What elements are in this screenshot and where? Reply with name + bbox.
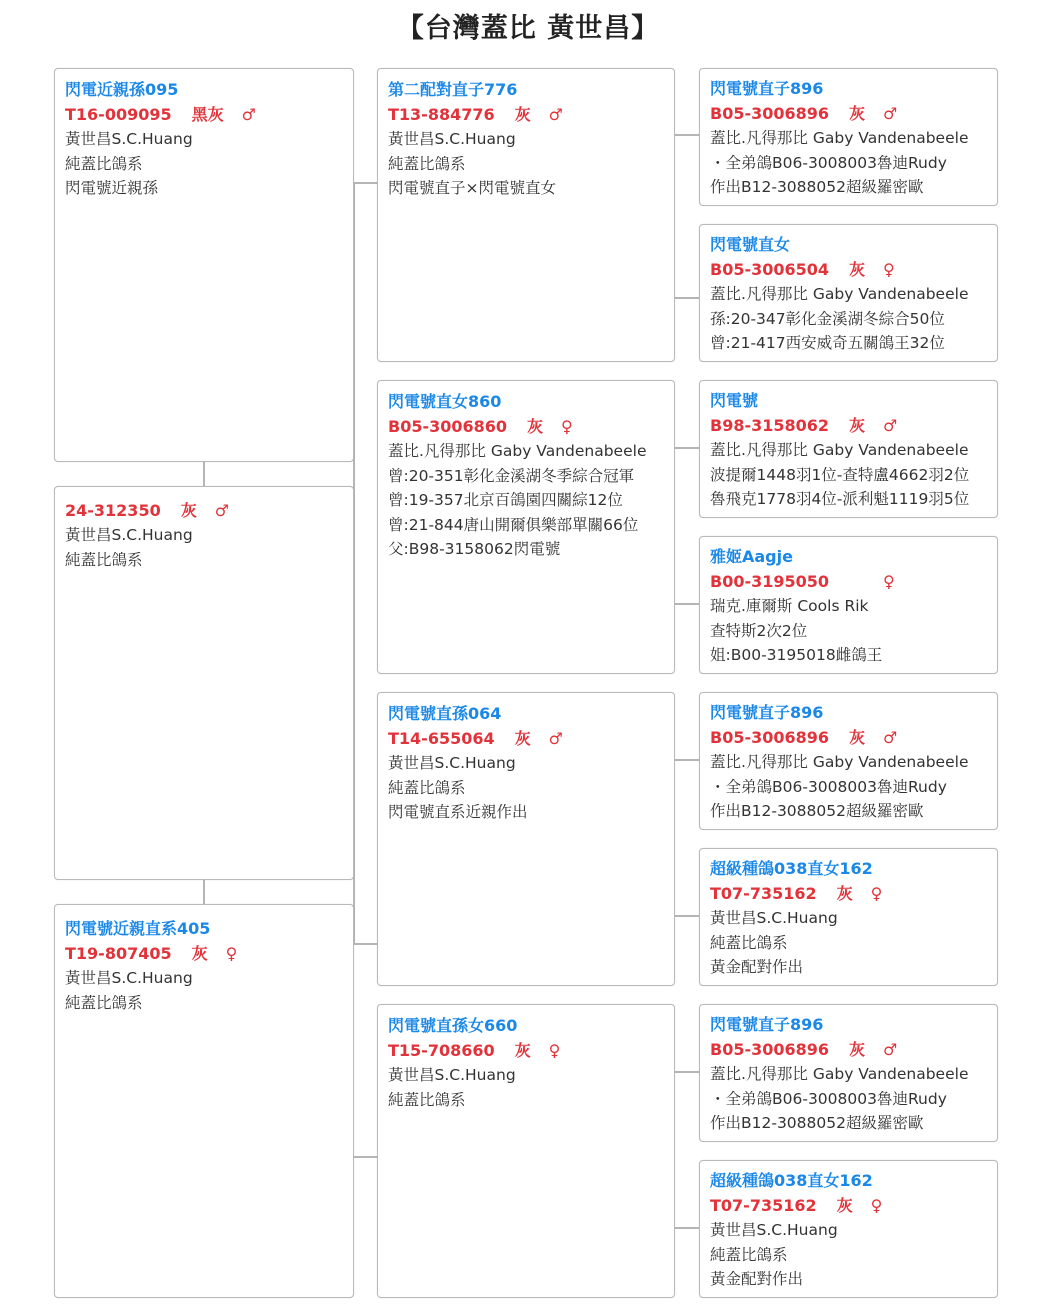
pigeon-name: 閃電近親孫095	[65, 80, 179, 99]
sex-symbol: ♂	[883, 416, 898, 435]
pedigree-card-gen2[interactable]	[377, 380, 675, 674]
feather-color: 灰	[191, 944, 208, 963]
info-line: 黃金配對作出	[710, 958, 804, 976]
pigeon-name: 閃電號直子896	[710, 79, 824, 98]
info-line: 波提爾1448羽1位-查特盧4662羽2位	[710, 465, 970, 484]
sex-symbol: ♂	[214, 501, 230, 520]
info-line: 作出B12-3088052超級羅密歐	[710, 1114, 924, 1132]
sex-symbol: ♂	[883, 1040, 898, 1059]
sex-symbol: ♂	[548, 729, 563, 748]
info-line: 瑞克.庫爾斯 Cools Rik	[710, 597, 869, 615]
info-line: 純蓋比鴿系	[65, 993, 143, 1012]
ring-number: T19-807405	[65, 944, 172, 963]
pedigree-card-gen3[interactable]	[699, 224, 998, 362]
connector-line	[353, 943, 377, 945]
ring-row	[388, 1038, 674, 1063]
info-line: 純蓋比鴿系	[388, 778, 466, 797]
info-line: 蓋比.凡得那比 Gaby Vandenabeele	[710, 1065, 969, 1083]
info-line: 魯飛克1778羽4位-派利魁1119羽5位	[710, 490, 970, 508]
ring-number: T13-884776	[388, 105, 495, 124]
ring-number: T07-735162	[710, 1196, 817, 1215]
info-line: 黃金配對作出	[710, 1270, 804, 1288]
info-line: 孫:20-347彰化金溪湖冬綜合50位	[710, 309, 945, 328]
info-line: 純蓋比鴿系	[710, 1245, 788, 1264]
pigeon-name: 閃電號直孫女660	[388, 1016, 518, 1035]
info-line: 姐:B00-3195018雌鴿王	[710, 646, 883, 664]
ring-row	[388, 102, 674, 127]
ring-number: B05-3006504	[710, 260, 830, 279]
pigeon-name: 閃電號	[710, 391, 759, 410]
pedigree-card-gen3[interactable]	[699, 536, 998, 674]
info-line: 黃世昌S.C.Huang	[710, 1221, 838, 1239]
feather-color: 灰	[849, 260, 866, 279]
info-line: 作出B12-3088052超級羅密歐	[710, 178, 924, 196]
ring-number: T07-735162	[710, 884, 817, 903]
ring-row	[710, 725, 997, 750]
ring-row	[65, 102, 353, 127]
info-line: 黃世昌S.C.Huang	[710, 909, 838, 927]
pedigree-card-sire[interactable]	[54, 68, 354, 462]
feather-color: 黑灰	[191, 105, 224, 124]
info-line: 蓋比.凡得那比 Gaby Vandenabeele	[710, 285, 969, 303]
ring-number: T15-708660	[388, 1041, 495, 1060]
pedigree-card-gen3[interactable]	[699, 1004, 998, 1142]
pigeon-name: 閃電號直子896	[710, 703, 824, 722]
info-line: 曾:20-351彰化金溪湖冬季綜合冠軍	[388, 466, 635, 485]
ring-row	[710, 1193, 997, 1218]
ring-row	[710, 257, 997, 282]
info-line: ・全弟鴿B06-3008003魯迪Rudy	[710, 153, 947, 172]
ring-row	[710, 101, 997, 126]
info-line: 曾:21-844唐山開爾俱樂部單關66位	[388, 515, 639, 534]
feather-color: 灰	[514, 105, 531, 124]
connector-line	[203, 460, 205, 487]
pigeon-name: 閃電號直女860	[388, 392, 502, 411]
pigeon-name: 超級種鴿038直女162	[710, 859, 873, 878]
pedigree-card-gen2[interactable]	[377, 1004, 675, 1298]
feather-color: 灰	[849, 1040, 866, 1059]
ring-row	[65, 498, 353, 523]
info-line: 純蓋比鴿系	[65, 550, 143, 569]
pedigree-card-dam[interactable]	[54, 904, 354, 1298]
info-line: 閃電號近親孫	[65, 179, 159, 197]
connector-line	[675, 134, 699, 136]
info-line: 作出B12-3088052超級羅密歐	[710, 802, 924, 820]
sex-symbol: ♂	[241, 105, 256, 124]
connector-line	[353, 182, 377, 184]
pigeon-name: 雅姬Aagje	[710, 547, 793, 566]
info-line: ・全弟鴿B06-3008003魯迪Rudy	[710, 1089, 947, 1108]
sex-symbol: ♀	[561, 417, 573, 436]
info-line: 純蓋比鴿系	[388, 1090, 466, 1109]
info-line: 蓋比.凡得那比 Gaby Vandenabeele	[710, 129, 969, 147]
feather-color: 灰	[849, 104, 866, 123]
feather-color: 灰	[849, 416, 866, 435]
info-line: 純蓋比鴿系	[710, 933, 788, 952]
sex-symbol: ♀	[548, 1041, 561, 1060]
info-line: 查特斯2次2位	[710, 621, 808, 640]
connector-line	[675, 1227, 699, 1229]
ring-number: 24-312350	[65, 501, 161, 520]
pigeon-name: 超級種鴿038直女162	[710, 1171, 873, 1190]
ring-row	[388, 726, 674, 751]
connector-line	[675, 759, 699, 761]
info-line: 純蓋比鴿系	[388, 154, 466, 173]
info-line: 黃世昌S.C.Huang	[65, 526, 193, 544]
ring-row	[710, 413, 997, 438]
ring-number: B05-3006896	[710, 728, 830, 747]
ring-row	[710, 881, 997, 906]
info-line: 閃電號直子×閃電號直女	[388, 179, 556, 197]
info-line: ・全弟鴿B06-3008003魯迪Rudy	[710, 777, 947, 796]
pigeon-name: 閃電號直女	[710, 235, 791, 254]
feather-color: 灰	[527, 417, 544, 436]
info-line: 蓋比.凡得那比 Gaby Vandenabeele	[710, 753, 969, 771]
info-line: 黃世昌S.C.Huang	[388, 130, 516, 148]
pedigree-card-gen3[interactable]	[699, 1160, 998, 1298]
ring-row	[710, 569, 997, 594]
info-line: 蓋比.凡得那比 Gaby Vandenabeele	[388, 442, 647, 460]
feather-color: 灰	[836, 884, 853, 903]
feather-color: 灰	[180, 501, 197, 520]
info-line: 閃電號直系近親作出	[388, 803, 528, 821]
page-title: 【台灣蓋比 黃世昌】	[396, 13, 660, 44]
pigeon-name: 第二配對直子776	[388, 80, 518, 99]
pedigree-card-gen2[interactable]	[377, 692, 675, 986]
ring-number: T16-009095	[65, 105, 172, 124]
ring-number: B00-3195050	[710, 572, 830, 591]
pigeon-name: 閃電號直孫064	[388, 704, 502, 723]
feather-color: 灰	[849, 728, 866, 747]
connector-line	[675, 915, 699, 917]
connector-line	[675, 297, 699, 299]
info-line: 黃世昌S.C.Huang	[65, 969, 193, 987]
sex-symbol: ♀	[870, 884, 883, 903]
info-line: 曾:21-417西安威奇五關鴿王32位	[710, 334, 945, 352]
ring-number: B05-3006896	[710, 1040, 830, 1059]
pedigree-card-gen2[interactable]	[377, 68, 675, 362]
pedigree-card-subject[interactable]	[54, 486, 354, 880]
connector-line	[203, 878, 205, 905]
info-line: 蓋比.凡得那比 Gaby Vandenabeele	[710, 441, 969, 459]
connector-line	[353, 1156, 377, 1158]
ring-number: T14-655064	[388, 729, 495, 748]
pedigree-card-gen3[interactable]	[699, 848, 998, 986]
sex-symbol: ♀	[883, 260, 895, 279]
ring-row	[388, 414, 674, 439]
connector-line	[675, 603, 699, 605]
info-line: 黃世昌S.C.Huang	[388, 754, 516, 772]
sex-symbol: ♀	[870, 1196, 883, 1215]
pedigree-card-gen3[interactable]	[699, 380, 998, 518]
pedigree-card-gen3[interactable]	[699, 692, 998, 830]
ring-number: B05-3006860	[388, 417, 508, 436]
ring-row	[710, 1037, 997, 1062]
info-line: 黃世昌S.C.Huang	[388, 1066, 516, 1084]
info-line: 父:B98-3158062閃電號	[388, 540, 561, 558]
sex-symbol: ♂	[883, 104, 898, 123]
feather-color: 灰	[514, 1041, 531, 1060]
pigeon-name: 閃電號近親直系405	[65, 919, 211, 938]
feather-color: 灰	[514, 729, 531, 748]
pedigree-card-gen3[interactable]	[699, 68, 998, 206]
feather-color: 灰	[836, 1196, 853, 1215]
connector-line	[675, 1071, 699, 1073]
ring-number: B98-3158062	[710, 416, 830, 435]
info-line: 曾:19-357北京百鴿園四關綜12位	[388, 491, 623, 509]
ring-row	[65, 941, 353, 966]
sex-symbol: ♀	[883, 572, 895, 591]
sex-symbol: ♀	[225, 944, 238, 963]
sex-symbol: ♂	[548, 105, 563, 124]
ring-number: B05-3006896	[710, 104, 830, 123]
sex-symbol: ♂	[883, 728, 898, 747]
info-line: 純蓋比鴿系	[65, 154, 143, 173]
pigeon-name: 閃電號直子896	[710, 1015, 824, 1034]
connector-line	[675, 447, 699, 449]
info-line: 黃世昌S.C.Huang	[65, 130, 193, 148]
